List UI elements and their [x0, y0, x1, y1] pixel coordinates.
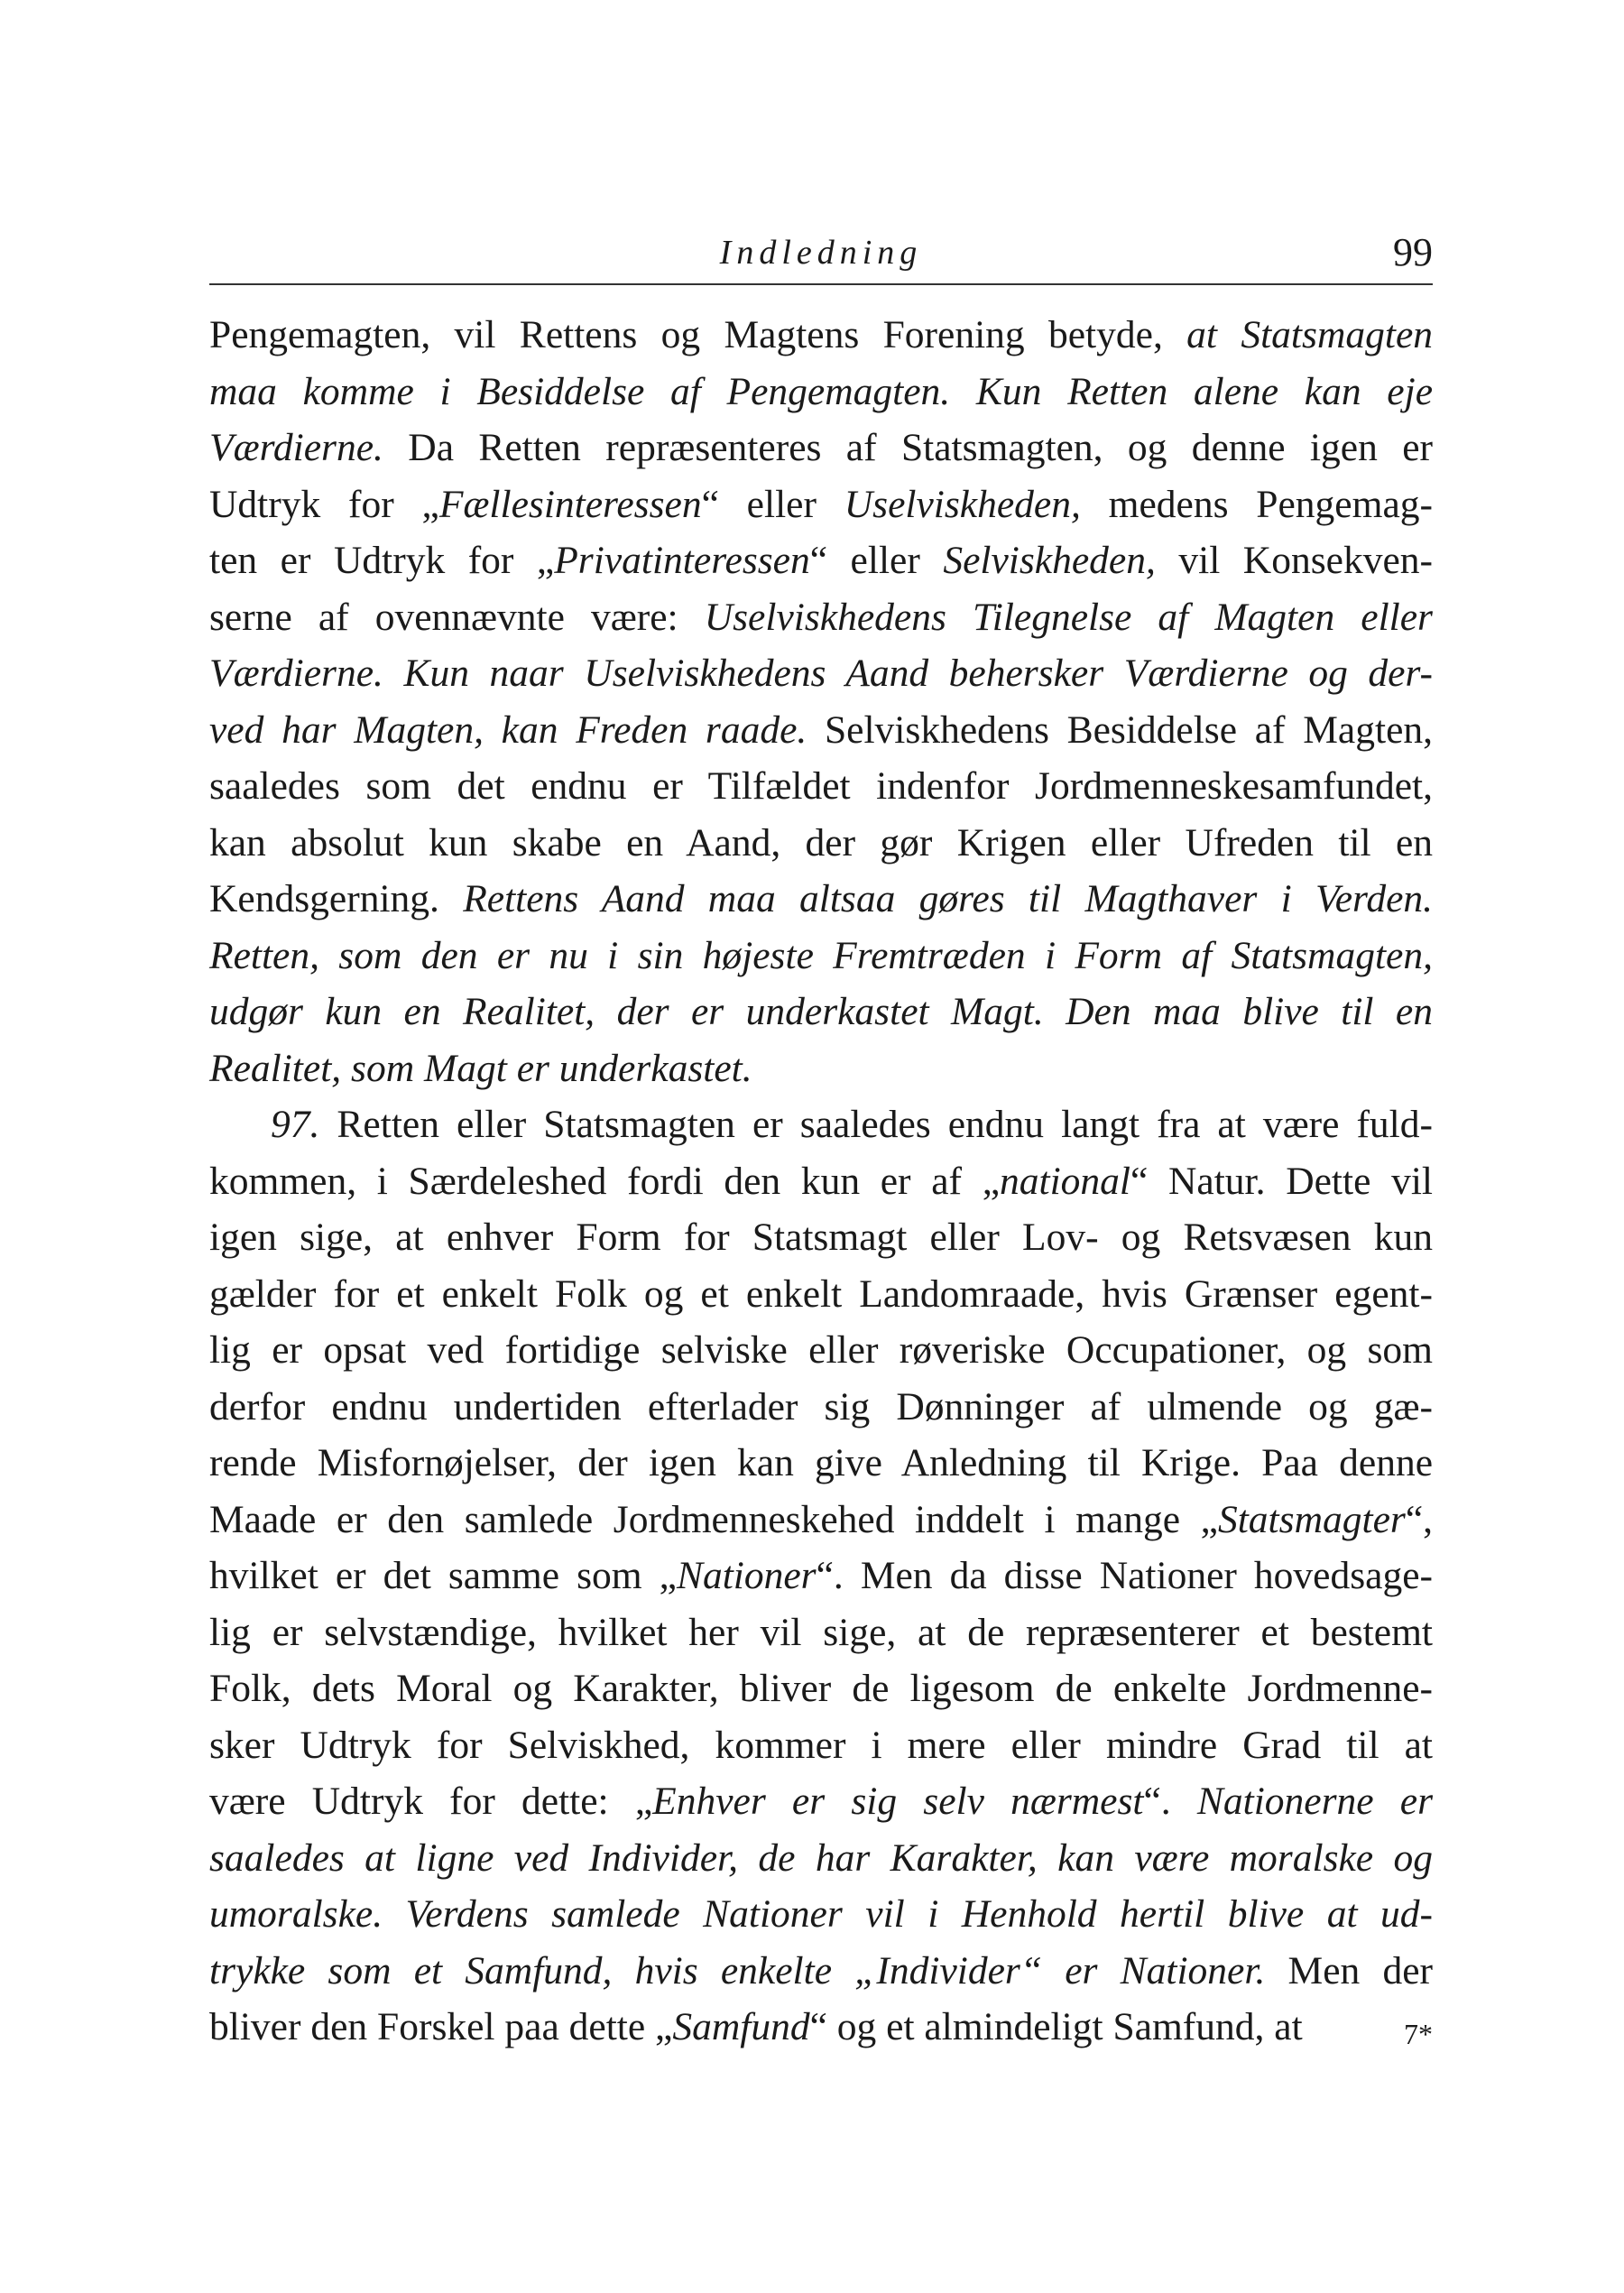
- text-run: vil Konsekven-: [1155, 539, 1433, 582]
- text-line: [209, 589, 1433, 646]
- text-line: [209, 307, 1433, 364]
- text-line: [209, 645, 1433, 702]
- signature-mark: 7*: [1404, 2018, 1433, 2050]
- italic-text-run: national: [1000, 1159, 1131, 1203]
- text-line: [209, 1717, 1433, 1774]
- text-run: “ eller: [701, 482, 844, 526]
- body-text: [209, 307, 1433, 2056]
- text-line: [209, 420, 1433, 476]
- text-line: [209, 1492, 1433, 1549]
- text-run: Retten eller Statsmagten er saaledes endnu langt fra at være fuld-: [319, 1103, 1433, 1146]
- italic-text-run: at Statsmagten: [1186, 313, 1433, 356]
- text-run: kommen, i Særdeleshed fordi den kun er af „: [209, 1159, 1000, 1203]
- text-line: [209, 1209, 1433, 1266]
- text-run: lig er opsat ved fortidige selviske eller røveriske Occupationer, og som: [209, 1328, 1433, 1372]
- running-head: [209, 227, 1433, 282]
- text-run: “ eller: [809, 539, 944, 582]
- text-run: Folk, dets Moral og Karakter, bliver de ligesom de enkelte Jordmenne-: [209, 1667, 1433, 1710]
- text-run: Men der: [1265, 1948, 1434, 1993]
- text-line: [209, 364, 1433, 421]
- text-line: [209, 815, 1433, 872]
- text-run: Pengemagten, vil Rettens og Magtens Forening betyde,: [209, 313, 1187, 356]
- text-run: Kendsgerning.: [209, 877, 464, 920]
- text-line: [209, 1040, 1433, 1097]
- text-line: [209, 1435, 1433, 1492]
- text-run: rende Misfornøjelser, der igen kan give Anledning til Krige. Paa denne: [209, 1441, 1433, 1484]
- text-run: Selviskhedens Besiddelse af Magten,: [807, 707, 1434, 752]
- italic-text-run: saaledes at ligne ved Individer, de har Karakter, kan være moralske og: [209, 1835, 1433, 1880]
- italic-text-run: Realitet, som Magt er underkastet.: [209, 1046, 752, 1090]
- text-line: [209, 1660, 1433, 1717]
- text-run: gælder for et enkelt Folk og et enkelt Landomraade, hvis Grænser egent-: [209, 1271, 1433, 1316]
- text-line: [209, 476, 1433, 533]
- header-rule: [209, 283, 1433, 285]
- italic-text-run: Retten, som den er nu i sin højeste Fremtræden i Form af Statsmagten,: [209, 933, 1433, 977]
- page-number: 99: [1393, 230, 1433, 274]
- italic-text-run: Rettens Aand maa altsaa gøres til Magthaver i Verden.: [463, 877, 1434, 920]
- italic-text-run: trykke som et Samfund, hvis enkelte „Individer“ er Nationer.: [209, 1948, 1266, 1993]
- text-line: [209, 758, 1433, 815]
- italic-text-run: Værdierne.: [209, 426, 383, 469]
- text-line: [209, 1999, 1433, 2056]
- text-run: igen sige, at enhver Form for Statsmagt eller Lov- og Retsvæsen kun: [209, 1216, 1433, 1259]
- text-run: Maade er den samlede Jordmenneskehed inddelt i mange „: [209, 1497, 1218, 1541]
- text-run: Udtryk for „: [209, 482, 439, 526]
- text-line: [209, 1886, 1433, 1943]
- text-run: “,: [1405, 1497, 1433, 1541]
- italic-text-run: Privatinteressen: [554, 539, 810, 582]
- italic-text-run: Nationer: [676, 1554, 817, 1597]
- text-run: “.: [1143, 1780, 1197, 1823]
- italic-text-run: maa komme i Besiddelse af Pengemagten. Kun Retten alene kan eje: [209, 369, 1433, 413]
- text-run: være Udtryk for dette: „: [209, 1780, 653, 1823]
- italic-text-run: Værdierne. Kun naar Uselviskhedens Aand behersker Værdierne og der-: [209, 652, 1433, 695]
- italic-text-run: Uselviskheden,: [844, 482, 1081, 526]
- italic-text-run: ved har Magten, kan Freden raade.: [209, 707, 807, 752]
- text-line: [209, 928, 1433, 985]
- text-run: bliver den Forskel paa dette „: [209, 2005, 673, 2048]
- text-run: “. Men da disse Nationer hovedsage-: [816, 1554, 1433, 1597]
- text-line: [209, 1266, 1433, 1323]
- italic-text-run: Fællesinteressen: [438, 482, 702, 526]
- text-line: [209, 702, 1433, 759]
- text-line: [209, 1773, 1433, 1830]
- text-line: [209, 532, 1433, 589]
- text-run: Da Retten repræsenteres af Statsmagten, og denne igen er: [383, 426, 1433, 469]
- italic-text-run: udgør kun en Realitet, der er underkastet Magt. Den maa blive til en: [209, 990, 1433, 1033]
- text-run: saaledes som det endnu er Tilfældet indenfor Jordmenneskesamfundet,: [209, 764, 1433, 808]
- text-line: [209, 1153, 1433, 1210]
- text-line: [209, 1548, 1433, 1604]
- text-line: [209, 1604, 1433, 1661]
- text-line: [209, 984, 1433, 1040]
- running-title: Indledning: [719, 234, 923, 272]
- text-run: hvilket er det samme som „: [209, 1554, 677, 1597]
- italic-text-run: Samfund: [672, 2005, 810, 2048]
- text-run: “ og et almindeligt Samfund, at: [809, 2005, 1303, 2048]
- text-run: lig er selvstændige, hvilket her vil sige, at de repræsenterer et bestemt: [209, 1610, 1433, 1654]
- text-run: derfor endnu undertiden efterlader sig Dønninger af ulmende og gæ-: [209, 1384, 1433, 1429]
- text-line: [209, 1322, 1433, 1379]
- italic-text-run: Nationerne er: [1196, 1780, 1433, 1823]
- text-run: kan absolut kun skabe en Aand, der gør Krigen eller Ufreden til en: [209, 820, 1433, 864]
- italic-text-run: Uselviskhedens Tilegnelse af Magten eller: [704, 595, 1433, 639]
- text-line: [209, 1943, 1433, 2000]
- italic-text-run: Selviskheden,: [943, 539, 1156, 582]
- text-line: [209, 1830, 1433, 1887]
- text-line: [209, 1379, 1433, 1436]
- text-line: [209, 1096, 1433, 1153]
- text-run: ten er Udtryk for „: [209, 539, 555, 582]
- italic-text-run: Statsmagter: [1217, 1497, 1406, 1541]
- text-run: sker Udtryk for Selviskhed, kommer i mere eller mindre Grad til at: [209, 1723, 1433, 1767]
- italic-text-run: umoralske. Verdens samlede Nationer vil i Henhold hertil blive at ud-: [209, 1892, 1433, 1936]
- text-run: “ Natur. Dette vil: [1130, 1159, 1433, 1203]
- text-line: [209, 871, 1433, 928]
- text-run: medens Pengemag-: [1080, 482, 1433, 526]
- italic-text-run: Enhver er sig selv nærmest: [652, 1780, 1144, 1823]
- text-run: serne af ovennævnte være:: [209, 595, 705, 639]
- italic-text-run: 97.: [271, 1103, 320, 1146]
